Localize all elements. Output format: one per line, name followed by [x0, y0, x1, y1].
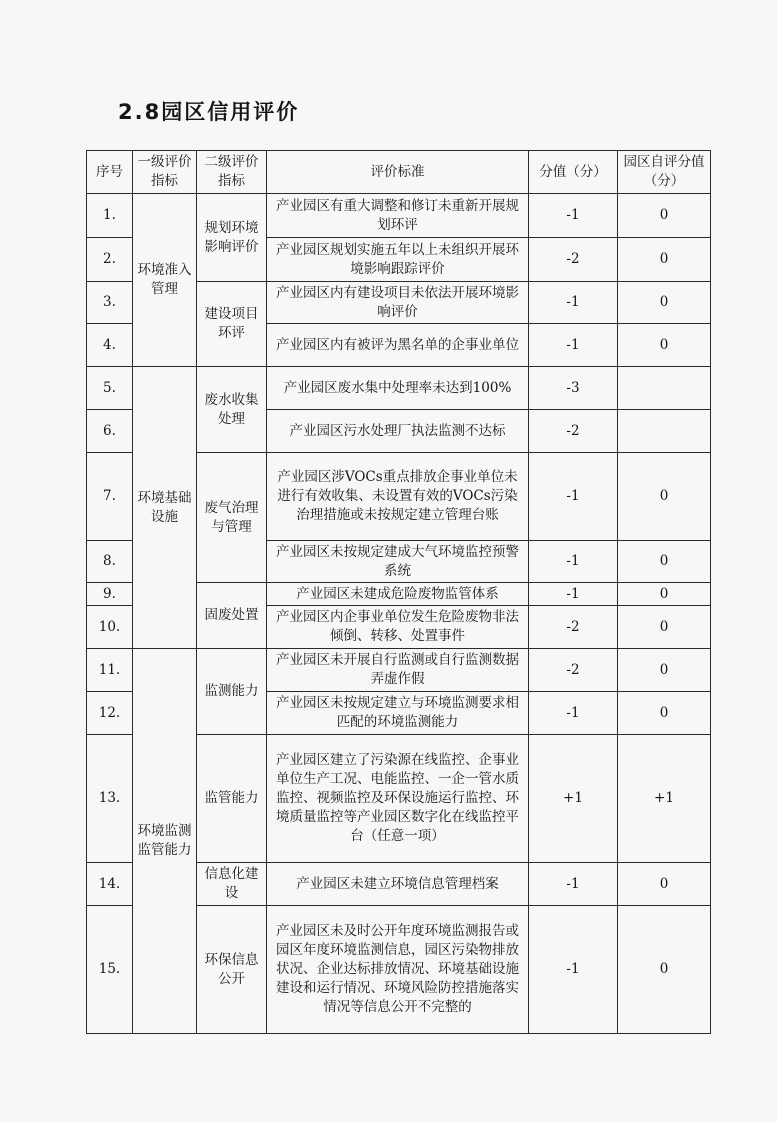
- score-cell: -1: [529, 541, 618, 583]
- criteria-cell: 产业园区未开展自行监测或自行监测数据弄虚作假: [267, 649, 529, 692]
- level2-cell: 建设项目环评: [197, 282, 267, 367]
- self-score-cell: 0: [618, 906, 711, 1034]
- self-score-cell: +1: [618, 735, 711, 863]
- row-number: 3.: [87, 282, 133, 324]
- self-score-cell: 0: [618, 541, 711, 583]
- header-self-score: 园区自评分值（分）: [618, 151, 711, 194]
- level2-cell: 监管能力: [197, 735, 267, 863]
- table-row: [87, 194, 711, 238]
- criteria-cell: 产业园区建立了污染源在线监控、企事业单位生产工况、电能监控、一企一管水质监控、视频监控及环保设施运行监控、环境质量监控等产业园区数字化在线监控平台（任意一项）: [267, 735, 529, 863]
- header-level1: 一级评价指标: [133, 151, 197, 194]
- level2-cell: 规划环境影响评价: [197, 194, 267, 282]
- level2-cell: 固废处置: [197, 583, 267, 649]
- criteria-cell: 产业园区污水处理厂执法监测不达标: [267, 410, 529, 453]
- score-cell: +1: [529, 735, 618, 863]
- criteria-cell: 产业园区内有建设项目未依法开展环境影响评价: [267, 282, 529, 324]
- self-score-cell: 0: [618, 606, 711, 649]
- score-cell: -2: [529, 238, 618, 282]
- score-cell: -1: [529, 692, 618, 735]
- score-cell: -2: [529, 649, 618, 692]
- row-number: 7.: [87, 453, 133, 541]
- score-cell: -1: [529, 282, 618, 324]
- row-number: 9.: [87, 583, 133, 606]
- self-score-cell: 0: [618, 453, 711, 541]
- score-cell: -3: [529, 367, 618, 410]
- self-score-cell: 0: [618, 238, 711, 282]
- score-cell: -1: [529, 863, 618, 906]
- criteria-cell: 产业园区未按规定建立与环境监测要求相匹配的环境监测能力: [267, 692, 529, 735]
- self-score-cell: 0: [618, 282, 711, 324]
- score-cell: -2: [529, 410, 618, 453]
- row-number: 1.: [87, 194, 133, 238]
- credit-evaluation-table: [86, 150, 711, 1034]
- section-title: 2.8园区信用评价: [118, 100, 300, 124]
- self-score-cell: 0: [618, 324, 711, 367]
- row-number: 2.: [87, 238, 133, 282]
- level2-cell: 监测能力: [197, 649, 267, 735]
- row-number: 5.: [87, 367, 133, 410]
- self-score-cell: [618, 410, 711, 453]
- criteria-cell: 产业园区涉VOCs重点排放企事业单位未进行有效收集、未设置有效的VOCs污染治理措施或未按规定建立管理台账: [267, 453, 529, 541]
- criteria-cell: 产业园区废水集中处理率未达到100%: [267, 367, 529, 410]
- table-row: [87, 367, 711, 410]
- criteria-cell: 产业园区未建立环境信息管理档案: [267, 863, 529, 906]
- level1-cell: 环境准入管理: [133, 194, 197, 367]
- table-row: [87, 649, 711, 692]
- level1-cell: 环境监测监管能力: [133, 649, 197, 1034]
- level2-cell: 环保信息公开: [197, 906, 267, 1034]
- criteria-cell: 产业园区未建成危险废物监管体系: [267, 583, 529, 606]
- score-cell: -1: [529, 583, 618, 606]
- header-level2: 二级评价指标: [197, 151, 267, 194]
- header-score: 分值（分）: [529, 151, 618, 194]
- self-score-cell: 0: [618, 863, 711, 906]
- level1-cell: 环境基础设施: [133, 367, 197, 649]
- self-score-cell: [618, 367, 711, 410]
- row-number: 10.: [87, 606, 133, 649]
- row-number: 6.: [87, 410, 133, 453]
- level2-cell: 信息化建设: [197, 863, 267, 906]
- criteria-cell: 产业园区内企事业单位发生危险废物非法倾倒、转移、处置事件: [267, 606, 529, 649]
- score-cell: -1: [529, 453, 618, 541]
- level2-cell: 废气治理与管理: [197, 453, 267, 583]
- criteria-cell: 产业园区规划实施五年以上未组织开展环境影响跟踪评价: [267, 238, 529, 282]
- criteria-cell: 产业园区未按规定建成大气环境监控预警系统: [267, 541, 529, 583]
- header-criteria: 评价标准: [267, 151, 529, 194]
- criteria-cell: 产业园区未及时公开年度环境监测报告或园区年度环境监测信息，园区污染物排放状况、企业达标排放情况、环境基础设施建设和运行情况、环境风险防控措施落实情况等信息公开不完整的: [267, 906, 529, 1034]
- level2-cell: 废水收集处理: [197, 367, 267, 453]
- row-number: 15.: [87, 906, 133, 1034]
- header-row: [87, 151, 711, 194]
- self-score-cell: 0: [618, 194, 711, 238]
- self-score-cell: 0: [618, 692, 711, 735]
- row-number: 4.: [87, 324, 133, 367]
- self-score-cell: 0: [618, 583, 711, 606]
- header-no: 序号: [87, 151, 133, 194]
- row-number: 12.: [87, 692, 133, 735]
- score-cell: -1: [529, 324, 618, 367]
- score-cell: -1: [529, 194, 618, 238]
- row-number: 8.: [87, 541, 133, 583]
- criteria-cell: 产业园区内有被评为黑名单的企事业单位: [267, 324, 529, 367]
- row-number: 14.: [87, 863, 133, 906]
- row-number: 13.: [87, 735, 133, 863]
- criteria-cell: 产业园区有重大调整和修订未重新开展规划环评: [267, 194, 529, 238]
- score-cell: -1: [529, 906, 618, 1034]
- score-cell: -2: [529, 606, 618, 649]
- self-score-cell: 0: [618, 649, 711, 692]
- row-number: 11.: [87, 649, 133, 692]
